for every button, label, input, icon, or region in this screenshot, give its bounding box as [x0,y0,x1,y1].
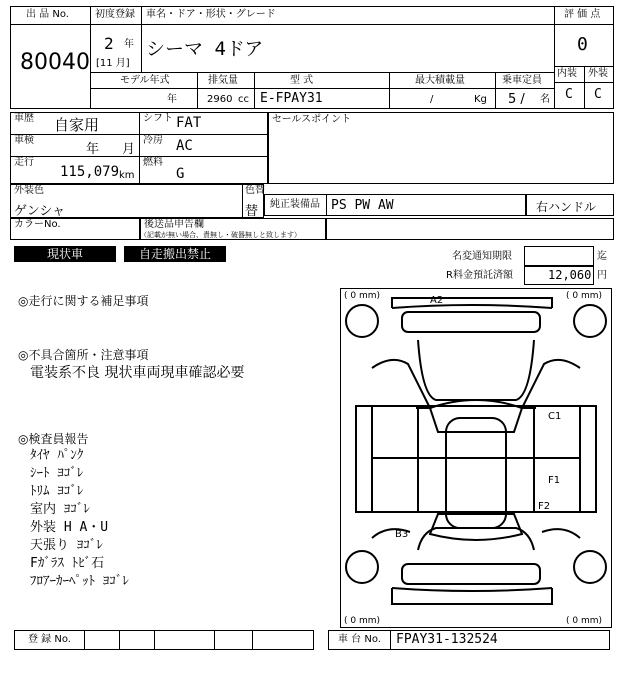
defects-text: 電装系不良 現状車両現車確認必要 [30,365,245,381]
model-type: E-FPAY31 [260,91,323,106]
color-change-value: 替 [245,204,259,219]
name-change-deadline-unit: 迄 [597,251,607,262]
inspector-item: 天張り ﾖｺﾞﾚ [30,538,103,553]
damage-mark: F2 [538,501,551,512]
inspection-year: 年 [86,142,100,157]
tire-rear-right [574,551,606,583]
name-change-deadline-box [524,246,594,266]
sales-points-label: セールスポイント [272,114,352,125]
score-label: 評 価 点 [564,9,601,20]
tire-front-left [346,305,378,337]
inspector-title: ◎検査員報告 [18,432,89,446]
capacity-unit: 名 [540,94,550,105]
hood [418,340,534,400]
capacity-label: 乗車定員 [502,75,542,86]
displacement-unit: cc [238,94,249,105]
displacement-label: 排気量 [208,75,238,86]
mileage-label: 走行 [14,157,34,168]
damage-mark: A2 [430,295,444,306]
history-label: 車歴 [14,113,34,124]
steering-value: 右ハンドル [536,200,597,214]
max-load-unit: Kg [474,94,487,105]
exterior-color-label: 外装色 [14,185,44,196]
inspection-month: 月 [122,142,136,157]
registration-number-label: 登 録 No. [28,634,71,645]
inspector-item: 外装 H A・U [30,520,109,535]
damage-mark: B3 [395,529,409,540]
equipment-extra-box [326,218,614,240]
post-docs-note: （記載が無い場合、責無し・破器無しと致します） [140,231,301,239]
fuel-value: G [176,166,185,182]
year-unit: 年 [124,39,134,50]
exterior-label: 外装 [588,68,608,79]
model-year-unit: 年 [167,94,177,105]
color-no-label: カラーNo. [14,219,61,230]
inspector-item: ﾄﾘﾑ ﾖｺﾞﾚ [30,484,84,499]
shift-value: FAT [176,115,202,131]
car-name-label: 車名・ドア・形状・グレード [146,9,276,20]
fuel-label: 燃料 [143,157,163,168]
max-load-label: 最大積載量 [415,75,465,86]
lot-number: 80040 [20,50,90,75]
post-docs-label: 後送品申告欄 [144,219,204,230]
model-year-label: モデル年式 [120,75,170,86]
recycle-fee-label: R料金預託済額 [446,270,513,281]
genuine-equipment-label: 純正装備品 [270,199,320,210]
inspector-item: ﾌﾛｱｰｶｰﾍﾟｯﾄ ﾖｺﾞﾚ [30,574,129,589]
tire-depth-rear-right: ( 0 mm) [566,616,603,626]
mileage-value: 115,079 [60,164,120,180]
tire-depth-front-right: ( 0 mm) [566,291,603,301]
tire-depth-front-left: ( 0 mm) [344,291,381,301]
model-type-label: 型 式 [290,75,314,86]
rear-fender-right [542,529,580,538]
current-car-badge: 現状車 [14,246,116,262]
ac-value: AC [176,138,193,154]
ac-label: 冷房 [143,135,163,146]
max-load-slash: / [430,94,434,105]
damage-mark: C1 [548,411,562,422]
tire-rear-left [346,551,378,583]
color-change-label: 色替 [245,185,265,196]
tire-front-right [574,305,606,337]
driving-notes-title: ◎走行に関する補足事項 [18,294,149,308]
windshield [430,400,522,432]
inspector-item: ｼｰﾄ ﾖｺﾞﾚ [30,466,84,481]
lot-number-label: 出 品 No. [26,9,69,20]
inspection-label: 車検 [14,135,34,146]
front-bumper [392,295,552,308]
self-drive-ban-badge: 自走搬出禁止 [124,246,226,262]
tire-depth-rear-left: ( 0 mm) [344,616,381,626]
name-change-deadline-label: 名変通知期限 [452,251,512,262]
body-left [356,406,372,512]
displacement-value: 2960 [207,94,233,105]
front-grille [402,312,540,332]
rear-bumper [392,588,552,604]
chassis-number-label: 車 台 No. [338,634,381,645]
shift-label: シフト [143,113,173,124]
inspector-item: 室内 ﾖｺﾞﾚ [30,502,90,517]
body-right [580,406,596,512]
inspector-item: ﾀｲﾔ ﾊﾟﾝｸ [30,448,84,463]
first-registration-label: 初度登録 [95,9,135,20]
first-registration-year: 2 [104,34,114,53]
capacity-value: 5 / [508,92,525,107]
damage-mark: F1 [548,475,561,486]
exterior-color-value: ゲンシャ [14,204,66,219]
chassis-number: FPAY31-132524 [396,632,498,647]
rear-panel [402,564,540,584]
interior-label: 内装 [557,68,577,79]
recycle-fee-value: 12,060 [548,268,592,282]
defects-title: ◎不具合箇所・注意事項 [18,348,149,362]
genuine-equipment-value: PS PW AW [331,198,394,213]
exterior-score: C [594,87,602,102]
mileage-unit: km [119,170,135,181]
interior-score: C [565,87,573,102]
car-name: シーマ 4ドア [146,38,264,60]
first-registration-month: [11 月] [96,58,130,69]
recycle-fee-unit: 円 [597,270,607,281]
score-value: 0 [577,34,588,55]
inspector-item: Fｶﾞﾗｽ ﾄﾋﾞ石 [30,556,105,571]
car-diagram [340,288,612,628]
history-value: 自家用 [54,116,100,134]
